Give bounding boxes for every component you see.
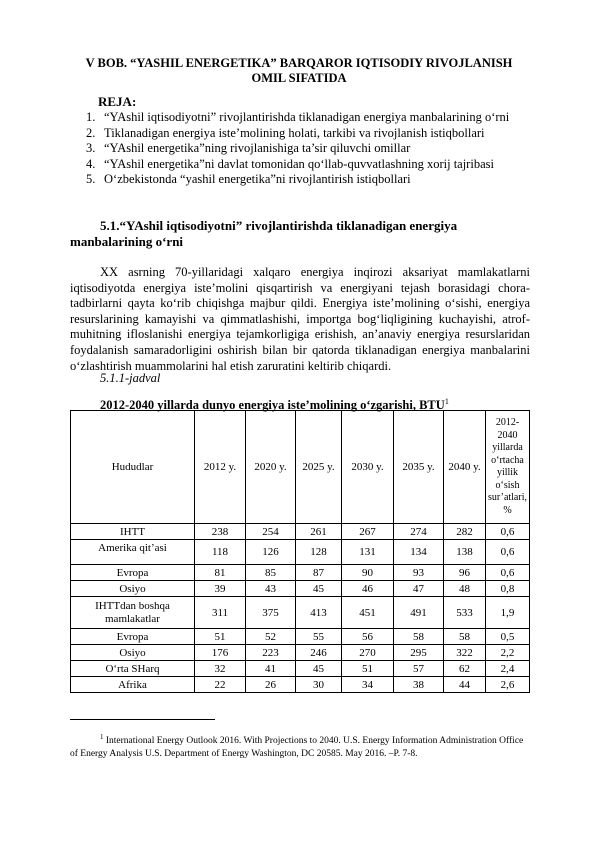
value-cell: 51 [195,629,246,645]
growth-rate-cell: 0,5 [486,629,530,645]
growth-rate-cell: 0,6 [486,524,530,540]
table-row [71,540,530,565]
plan-item [78,126,530,142]
body-paragraph: XX asrning 70-yillaridagi xalqaro energiya inqirozi aksariyat mamlakatlarni iqtisodiyotda energiya iste’molini qisqartirish va energiyani tejash borasidagi chora-tadbirlarni qayta ko‘rib chiqishga majbur qildi. Energiya iste’molining o‘sishi, energiya resurslarining kamayishi va qimmatlashishi, importga bog‘liqligining kuchayishi, atrof-muhitning ifloslanishi energiya tejamkorligiga erishish, an’anaviy energiya resurslaridan foydalanish samaradorligini oshirish bilan bir qatorda tiklanadigan energiya manbalarini o‘zlashtirish muammolarini hal etish zaruratini keltirib chiqardi. [70,265,530,373]
region-cell: Evropa [71,565,195,581]
region-cell: Afrika [71,677,195,693]
value-cell: 30 [296,677,342,693]
region-cell: Osiyo [71,581,195,597]
plan-item [78,110,530,126]
chapter-title: V BOB. “YASHIL ENERGETIKA” BARQAROR IQTISODIY RIVOJLANISH OMIL SIFATIDA [85,56,513,85]
plan-item-text: “YAshil energetika”ning rivojlanishiga ta’sir qiluvchi omillar [104,141,411,156]
table-title-text: 2012-2040 yillarda dunyo energiya iste’molining o‘zgarishi, BTU [100,398,445,413]
value-cell: 87 [296,565,342,581]
growth-rate-cell: 1,9 [486,597,530,629]
region-cell: O‘rta SHarq [71,661,195,677]
value-cell: 533 [444,597,486,629]
value-cell: 138 [444,540,486,565]
value-cell: 93 [394,565,444,581]
column-header: 2012-2040 yillarda o‘rtacha yillik o‘sish sur’atlari, % [486,411,530,524]
table-row [71,645,530,661]
plan-item-number: 4. [86,156,96,171]
value-cell: 44 [444,677,486,693]
footnote-mark: 1 [100,733,104,741]
plan-item [78,141,530,157]
plan-item [78,172,530,188]
region-label: Amerika qit’asi [98,542,167,554]
region-cell: Osiyo [71,645,195,661]
table-row [71,524,530,540]
region-cell: IHTTdan boshqa mamlakatlar [71,597,195,629]
section-heading: 5.1.“YAshil iqtisodiyotni” rivojlantirishda tiklanadigan energiya manbalarining o‘rni [70,218,458,249]
plan-item-number: 1. [86,110,96,124]
value-cell: 57 [394,661,444,677]
plan-item-text: “YAshil energetika”ni davlat tomonidan qo‘llab-quvvatlashning xorij tajribasi [104,156,494,171]
value-cell: 322 [444,645,486,661]
value-cell: 43 [246,581,296,597]
value-cell: 261 [296,524,342,540]
value-cell: 34 [342,677,394,693]
column-header: 2040 y. [444,411,486,524]
column-header: 2012 y. [195,411,246,524]
column-header: 2035 y. [394,411,444,524]
value-cell: 238 [195,524,246,540]
value-cell: 126 [246,540,296,565]
growth-rate-cell: 2,2 [486,645,530,661]
value-cell: 26 [246,677,296,693]
value-cell: 254 [246,524,296,540]
growth-rate-cell: 0,6 [486,565,530,581]
value-cell: 45 [296,661,342,677]
plan-item-text: O‘zbekistonda “yashil energetika”ni rivojlantirish istiqbollari [104,172,411,187]
value-cell: 451 [342,597,394,629]
value-cell: 118 [195,540,246,565]
region-cell: Evropa [71,629,195,645]
column-header: 2030 y. [342,411,394,524]
table-row [71,597,530,629]
value-cell: 491 [394,597,444,629]
table-row [71,661,530,677]
value-cell: 270 [342,645,394,661]
growth-rate-cell: 0,6 [486,540,530,565]
value-cell: 134 [394,540,444,565]
growth-rate-cell: 2,6 [486,677,530,693]
plan-item-text: “YAshil iqtisodiyotni” rivojlantirishda tiklanadigan energiya manbalarining o‘rni [104,110,510,124]
value-cell: 413 [296,597,342,629]
energy-consumption-table [70,410,530,693]
value-cell: 62 [444,661,486,677]
value-cell: 48 [444,581,486,597]
footnote-text: International Energy Outlook 2016. With Projections to 2040. U.S. Energy Information Administration Office of Energy Analysis U.S. Department of Energy Washington, DC 20585. May 2016. –P. 7-8. [70,736,524,760]
value-cell: 55 [296,629,342,645]
value-cell: 51 [342,661,394,677]
column-header: Hududlar [71,411,195,524]
region-cell: IHTT [71,524,195,540]
value-cell: 246 [296,645,342,661]
value-cell: 128 [296,540,342,565]
value-cell: 274 [394,524,444,540]
value-cell: 267 [342,524,394,540]
table-header-row [71,411,530,524]
region-cell [71,540,195,565]
table-row [71,629,530,645]
value-cell: 58 [394,629,444,645]
value-cell: 282 [444,524,486,540]
value-cell: 39 [195,581,246,597]
footnote [70,731,532,761]
value-cell: 81 [195,565,246,581]
table-row [71,677,530,693]
footnote-separator [70,719,215,720]
value-cell: 311 [195,597,246,629]
growth-rate-cell: 2,4 [486,661,530,677]
value-cell: 131 [342,540,394,565]
value-cell: 295 [394,645,444,661]
value-cell: 223 [246,645,296,661]
value-cell: 46 [342,581,394,597]
plan-heading: REJA: [98,94,137,109]
value-cell: 52 [246,629,296,645]
plan-item [78,157,530,173]
plan-item-number: 5. [86,172,96,187]
table-row [71,565,530,581]
footnote-reference[interactable]: 1 [444,397,449,406]
value-cell: 90 [342,565,394,581]
plan-item-number: 2. [86,125,96,140]
value-cell: 85 [246,565,296,581]
value-cell: 47 [394,581,444,597]
value-cell: 22 [195,677,246,693]
value-cell: 58 [444,629,486,645]
value-cell: 375 [246,597,296,629]
table-label: 5.1.1-jadval [100,371,161,385]
plan-list [78,110,530,188]
column-header: 2020 y. [246,411,296,524]
value-cell: 41 [246,661,296,677]
plan-item-number: 3. [86,141,96,156]
plan-item-text: Tiklanadigan energiya iste’molining holati, tarkibi va rivojlanish istiqbollari [104,125,485,140]
value-cell: 32 [195,661,246,677]
value-cell: 96 [444,565,486,581]
value-cell: 45 [296,581,342,597]
value-cell: 56 [342,629,394,645]
value-cell: 176 [195,645,246,661]
column-header: 2025 y. [296,411,342,524]
table-row [71,581,530,597]
value-cell: 38 [394,677,444,693]
growth-rate-cell: 0,8 [486,581,530,597]
